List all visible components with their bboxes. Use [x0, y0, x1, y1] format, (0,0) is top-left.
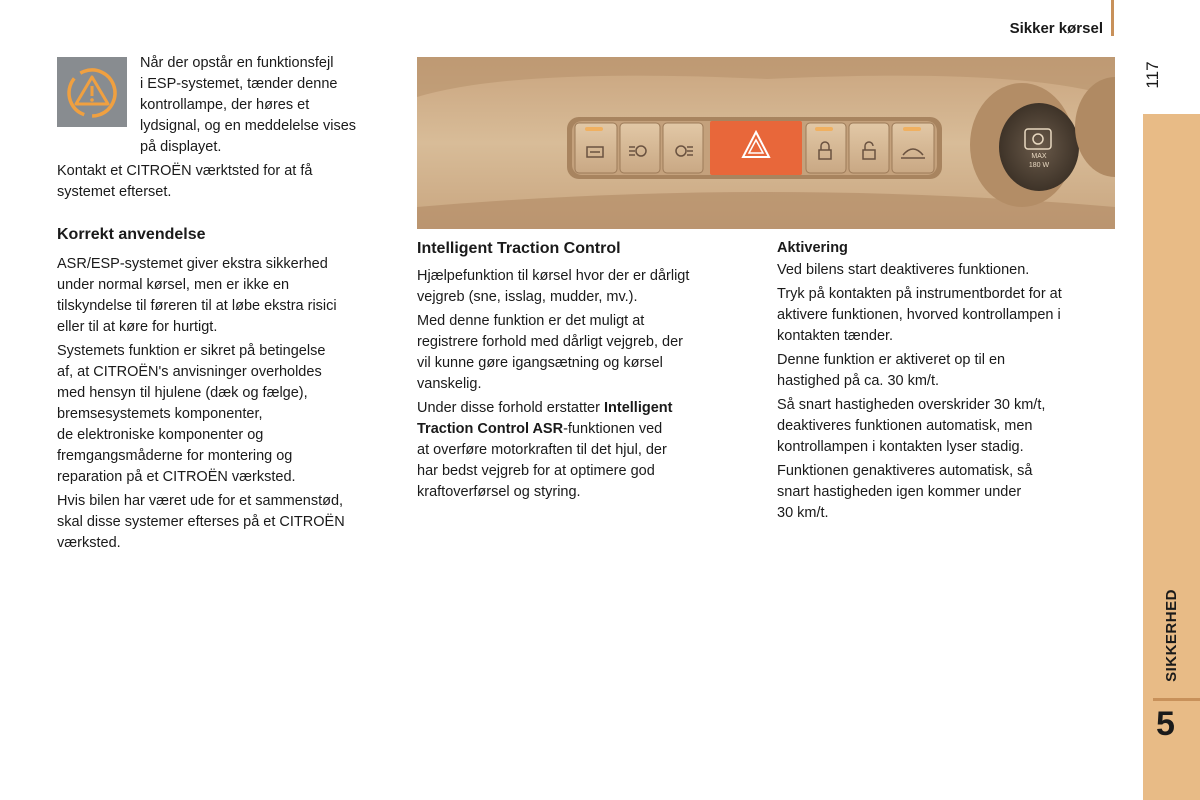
text-line: Hjælpefunktion til kørsel hvor der er dårligt — [417, 268, 690, 284]
section-intelligent-traction — [417, 240, 762, 506]
warning-triangle-icon — [57, 57, 127, 127]
socket-max-label: MAX — [1031, 153, 1047, 160]
text-line: registrere forhold med dårligt vejgreb, der — [417, 334, 683, 350]
switch-buttons — [575, 121, 934, 175]
text-line: ASR/ESP-systemet giver ekstra sikkerhed — [57, 256, 328, 272]
chapter-divider — [1153, 698, 1200, 701]
dashboard-photo-illustration — [417, 57, 1115, 229]
section-heading: Intelligent Traction Control — [417, 240, 621, 257]
text-line: Kontakt et CITROËN værktsted for at få — [57, 163, 313, 179]
text-line: vanskelig. — [417, 376, 482, 392]
warning-lamp-box — [57, 57, 127, 127]
text-line: tilskyndelse til føreren til at løbe ekstra risici — [57, 298, 337, 314]
text-line: Ved bilens start deaktiveres funktionen. — [777, 262, 1030, 278]
paragraph — [417, 311, 762, 395]
text-line: Når der opstår en funktionsfejl — [140, 55, 334, 71]
text-line: vil kunne gøre igangsætning og kørsel — [417, 355, 663, 371]
header-divider — [1111, 0, 1114, 36]
text-line: Hvis bilen har været ude for et sammenstød, — [57, 493, 344, 509]
page-number: 117 — [1143, 61, 1162, 89]
paragraph — [777, 260, 1122, 281]
text-line: med hensyn til hjulene (dæk og fælge), — [57, 385, 308, 401]
text-line: værksted. — [57, 535, 121, 551]
warning-description — [140, 53, 402, 161]
chapter-label: SIKKERHED — [1163, 589, 1181, 682]
dashboard-switch-photo — [417, 57, 1115, 229]
text-line: hastighed på ca. 30 km/t. — [777, 373, 940, 389]
text-line: Systemets funktion er sikret på betingelse — [57, 343, 326, 359]
section-activation — [777, 240, 1122, 527]
header-title: Sikker kørsel — [1009, 20, 1103, 37]
chapter-number: 5 — [1156, 705, 1175, 743]
contact-paragraph — [57, 161, 397, 203]
text-line: Denne funktion er aktiveret op til en — [777, 352, 1006, 368]
paragraph — [417, 266, 762, 308]
text-line: Tryk på kontakten på instrumentbordet for at — [777, 286, 1062, 302]
text-line: i ESP-systemet, tænder denne — [140, 76, 338, 92]
text-line: eller til at køre for hurtigt. — [57, 319, 218, 335]
paragraph — [57, 491, 397, 554]
text-line: på displayet. — [140, 139, 222, 155]
warning-paragraph — [140, 53, 402, 158]
chapter-label-wrap — [1143, 583, 1200, 688]
text-line: 30 km/t. — [777, 505, 829, 521]
text-fragment: Under disse forhold erstatter — [417, 400, 604, 416]
section-heading: Aktivering — [777, 240, 848, 256]
text-line: at overføre motorkraften til det hjul, der — [417, 442, 667, 458]
text-line: Med denne funktion er det muligt at — [417, 313, 645, 329]
text-line: kontrollampen i kontakten lyser stadig. — [777, 439, 1024, 455]
text-line: de elektroniske komponenter og — [57, 427, 264, 443]
paragraph — [57, 254, 397, 338]
paragraph — [57, 341, 397, 488]
text-line: Så snart hastigheden overskrider 30 km/t, — [777, 397, 1046, 413]
text-line: har bedst vejgreb for at optimere god — [417, 463, 655, 479]
text-line: fremgangsmåderne for montering og — [57, 448, 293, 464]
text-line: af, at CITROËN's anvisninger overholdes — [57, 364, 322, 380]
socket-watt-label: 180 W — [1028, 162, 1050, 169]
text-line: vejgreb (sne, isslag, mudder, mv.). — [417, 289, 638, 305]
section-heading: Korrekt anvendelse — [57, 226, 206, 243]
text-line: deaktiveres funktionen automatisk, men — [777, 418, 1033, 434]
text-line: bremsesystemets komponenter, — [57, 406, 263, 422]
contact-note — [57, 161, 397, 206]
text-line: under normal kørsel, men er ikke en — [57, 277, 290, 293]
section-correct-use — [57, 226, 397, 557]
text-fragment: -funktionen ved — [563, 421, 663, 437]
paragraph — [777, 461, 1122, 524]
text-line: kontakten tænder. — [777, 328, 894, 344]
text-line: reparation på et CITROËN værksted. — [57, 469, 296, 485]
text-line: aktivere funktionen, hvorved kontrollampen i — [777, 307, 1061, 323]
text-line: systemet efterset. — [57, 184, 172, 200]
paragraph — [777, 284, 1122, 347]
paragraph — [417, 398, 762, 503]
bold-term: Traction Control ASR — [417, 421, 564, 437]
bold-term: Intelligent — [603, 400, 673, 416]
text-line: lydsignal, og en meddelelse vises — [140, 118, 357, 134]
paragraph — [777, 350, 1122, 392]
text-line: skal disse systemer efterses på et CITROËN — [57, 514, 345, 530]
text-line: kontrollampe, der høres et — [140, 97, 310, 113]
text-line: Funktionen genaktiveres automatisk, så — [777, 463, 1033, 479]
paragraph — [777, 395, 1122, 458]
text-line: snart hastigheden igen kommer under — [777, 484, 1022, 500]
text-line: kraftoverførsel og styring. — [417, 484, 581, 500]
